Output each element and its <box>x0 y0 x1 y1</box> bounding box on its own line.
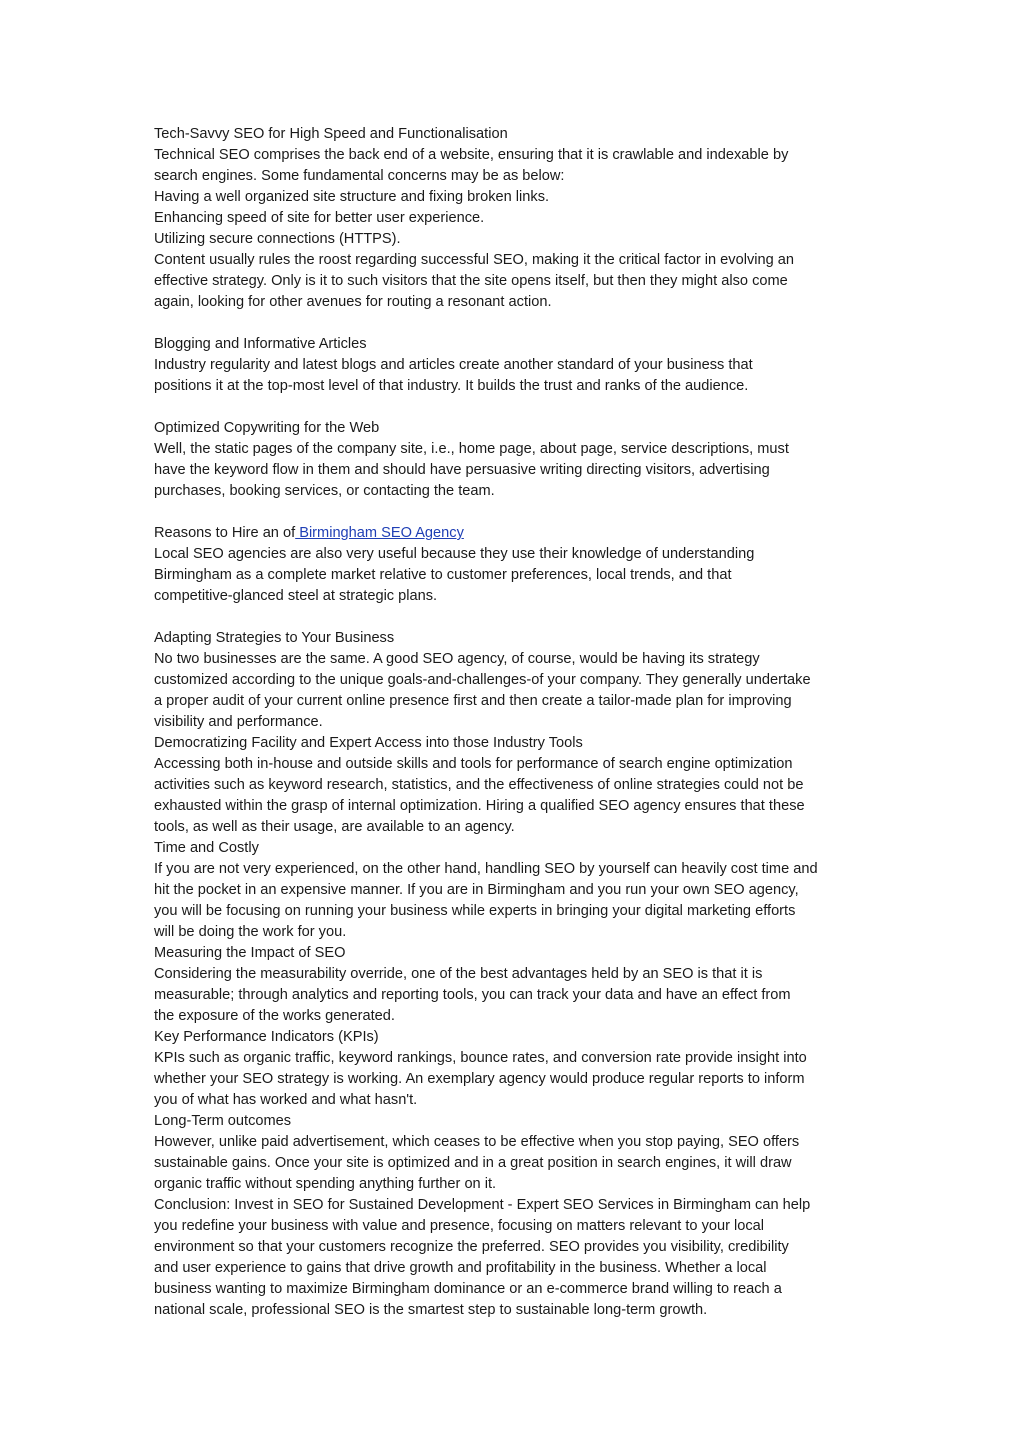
text-line: search engines. Some fundamental concerns may be as below: <box>154 168 565 184</box>
text-line: Utilizing secure connections (HTTPS). <box>154 231 401 247</box>
text-line: Measuring the Impact of SEO <box>154 945 346 961</box>
text-line: purchases, booking services, or contacting the team. <box>154 483 495 499</box>
text-line: visibility and performance. <box>154 714 323 730</box>
text-line: Content usually rules the roost regarding successful SEO, making it the critical factor in evolving an <box>154 252 795 268</box>
text-line: whether your SEO strategy is working. An exemplary agency would produce regular reports to inform <box>154 1071 805 1087</box>
text-line: activities such as keyword research, statistics, and the effectiveness of online strategies could not be <box>154 777 804 793</box>
text-line: Time and Costly <box>154 840 259 856</box>
text-line: exhausted within the grasp of internal optimization. Hiring a qualified SEO agency ensures that these <box>154 798 805 814</box>
text-line: Accessing both in-house and outside skills and tools for performance of search engine optimization <box>154 756 793 772</box>
text-line: and user experience to gains that drive growth and profitability in the business. Whether a local <box>154 1260 767 1276</box>
text-line: Local SEO agencies are also very useful because they use their knowledge of understanding <box>154 546 755 562</box>
text-line: measurable; through analytics and reporting tools, you can track your data and have an effect from <box>154 987 791 1003</box>
text-line: Technical SEO comprises the back end of a website, ensuring that it is crawlable and indexable by <box>154 147 789 163</box>
text-line: environment so that your customers recognize the preferred. SEO provides you visibility, credibility <box>154 1239 789 1255</box>
text-line: If you are not very experienced, on the other hand, handling SEO by yourself can heavily cost time and <box>154 861 818 877</box>
text-line: Long-Term outcomes <box>154 1113 292 1129</box>
text-line: tools, as well as their usage, are available to an agency. <box>154 819 515 835</box>
birmingham-seo-agency-link[interactable]: Birmingham SEO Agency <box>295 525 464 541</box>
text-line: the exposure of the works generated. <box>154 1008 395 1024</box>
text-line: positions it at the top-most level of that industry. It builds the trust and ranks of the audience. <box>154 378 749 394</box>
document-body <box>154 124 874 1321</box>
text-line: Enhancing speed of site for better user experience. <box>154 210 485 226</box>
text-line: will be doing the work for you. <box>154 924 347 940</box>
text-line: Birmingham as a complete market relative to customer preferences, local trends, and that <box>154 567 732 583</box>
text-line: have the keyword flow in them and should have persuasive writing directing visitors, advertising <box>154 462 770 478</box>
text-line: you redefine your business with value and presence, focusing on matters relevant to your local <box>154 1218 765 1234</box>
text-line: Tech-Savvy SEO for High Speed and Functionalisation <box>154 126 508 142</box>
text-line: Considering the measurability override, one of the best advantages held by an SEO is that it is <box>154 966 763 982</box>
text-line: Having a well organized site structure and fixing broken links. <box>154 189 550 205</box>
text-line: Conclusion: Invest in SEO for Sustained Development - Expert SEO Services in Birmingham can help <box>154 1197 811 1213</box>
text-line: KPIs such as organic traffic, keyword rankings, bounce rates, and conversion rate provide insight into <box>154 1050 807 1066</box>
text-line: organic traffic without spending anything further on it. <box>154 1176 497 1192</box>
text-line: Blogging and Informative Articles <box>154 336 367 352</box>
text-block-intro <box>154 124 874 523</box>
text-line: hit the pocket in an expensive manner. If you are in Birmingham and you run your own SEO agency, <box>154 882 799 898</box>
blank-line <box>154 397 874 418</box>
text-line: competitive-glanced steel at strategic plans. <box>154 588 438 604</box>
text-block-main <box>154 544 874 1321</box>
text-line: business wanting to maximize Birmingham dominance or an e-commerce brand willing to reach a <box>154 1281 782 1297</box>
reasons-heading <box>154 523 874 544</box>
text-line: you will be focusing on running your business while experts in bringing your digital marketing efforts <box>154 903 796 919</box>
blank-line <box>154 313 874 334</box>
text-line: Key Performance Indicators (KPIs) <box>154 1029 379 1045</box>
text-line: However, unlike paid advertisement, which ceases to be effective when you stop paying, SEO offers <box>154 1134 800 1150</box>
text-line: Adapting Strategies to Your Business <box>154 630 395 646</box>
reasons-heading-text: Reasons to Hire an of <box>154 525 296 541</box>
text-line: Optimized Copywriting for the Web <box>154 420 380 436</box>
blank-line <box>154 607 874 628</box>
text-line: Industry regularity and latest blogs and articles create another standard of your business that <box>154 357 753 373</box>
text-line: effective strategy. Only is it to such visitors that the site opens itself, but then they might also come <box>154 273 788 289</box>
text-line: a proper audit of your current online presence first and then create a tailor-made plan for improving <box>154 693 792 709</box>
blank-line <box>154 502 874 523</box>
text-line: Well, the static pages of the company site, i.e., home page, about page, service descriptions, must <box>154 441 789 457</box>
text-line: again, looking for other avenues for routing a resonant action. <box>154 294 552 310</box>
text-line: No two businesses are the same. A good SEO agency, of course, would be having its strategy <box>154 651 760 667</box>
text-line: Democratizing Facility and Expert Access into those Industry Tools <box>154 735 583 751</box>
text-line: you of what has worked and what hasn't. <box>154 1092 418 1108</box>
text-line: sustainable gains. Once your site is optimized and in a great position in search engines, it will draw <box>154 1155 792 1171</box>
text-line: national scale, professional SEO is the smartest step to sustainable long-term growth. <box>154 1302 708 1318</box>
text-line: customized according to the unique goals-and-challenges-of your company. They generally undertake <box>154 672 811 688</box>
